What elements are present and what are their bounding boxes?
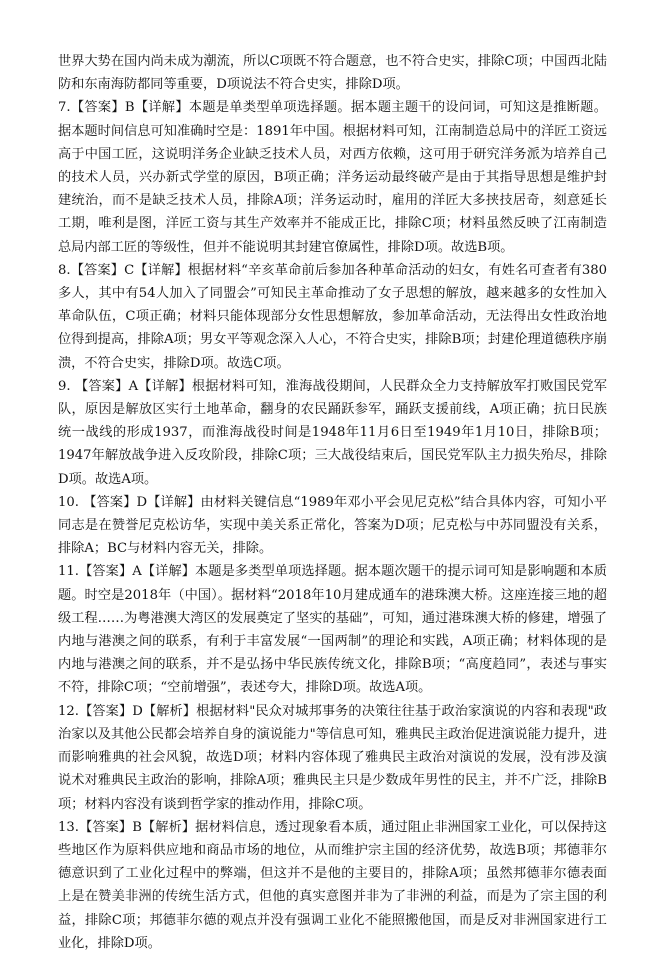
paragraph-text: 12.【答案】D【解析】根据材料"民众对城邦事务的决策往往基于政治家演说的内容和表现"政治家以及其他公民都会培养自身的演说能力"等信息可知，雅典民主政治促进演说能力提升，进而影响雅典的社会风貌，故选D项；材料内容体现了雅典民主政治对演说的发展，没有涉及演说术对雅典民主政治的影响，排除A项；雅典民主只是少数成年男性的民主，并不广泛，排除B项；材料内容没有谈到哲学家的推动作用，排除C项。	[58, 703, 607, 812]
paragraph-text: 13.【答案】B【解析】据材料信息，透过现象看本质，通过阻止非洲国家工业化，可以保持这些地区作为原料供应地和商品市场的地位，从而维护宗主国的经济优势，故选B项；邦德菲尔德意识到了工业化过程中的弊端，但这并不是他的主要目的，排除A项；虽然邦德菲尔德表面上是在赞美非洲的传统生活方式，但他的真实意图并非为了非洲的利益，而是为了宗主国的利益，排除C项；邦德菲尔德的观点并没有强调工业化不能照搬他国，而是反对非洲国家进行工业化，排除D项。	[58, 819, 607, 951]
paragraph-answer-13	[58, 816, 607, 955]
paragraph-text: 世界大势在国内尚未成为潮流，所以C项既不符合题意，也不符合史实，排除C项；中国西北陆防和东南海防都同等重要，D项说法不符合史实，排除D项。	[58, 54, 607, 93]
paragraph-answer-11	[58, 560, 607, 699]
paragraph-text: 10. 【答案】D【详解】由材料关键信息“1989年邓小平会见尼克松”结合具体内容，可知小平同志是在赞誉尼克松访华，实现中美关系正常化，答案为D项；尼克松与中苏同盟没有关系，排除A；BC与材料内容无关，排除。	[58, 494, 607, 557]
paragraph-answer-9	[58, 375, 607, 491]
paragraph-answer-8	[58, 259, 607, 375]
paragraph-text: 7.【答案】B【详解】本题是单类型单项选择题。据本题主题干的设问词，可知这是推断题。据本题时间信息可知准确时空是：1891年中国。根据材料可知，江南制造总局中的洋匠工资远高于中国工匠，这说明洋务企业缺乏技术人员，对西方依赖，这可用于研究洋务派为培养自己的技术人员，兴办新式学堂的原因，B项正确；洋务运动最终破产是由于其指导思想是维护封建统治，而不是缺乏技术人员，排除A项；洋务运动时，雇用的洋匠大多挟技居奇，刻意延长工期，唯利是图，洋匠工资与其生产效率并不能成正比，排除C项；材料虽然反映了江南制造总局内部工匠的等级性，但并不能说明其封建官僚属性，排除D项。故选B项。	[58, 100, 607, 255]
paragraph-text: 11.【答案】A【详解】本题是多类型单项选择题。据本题次题干的提示词可知是影响题和本质题。时空是2018年（中国）。据材料“2018年10月建成通车的港珠澳大桥。这座连接三地的超级工程……为粤港澳大湾区的发展奠定了坚实的基础”，可知，通过港珠澳大桥的修建，增强了内地与港澳之间的联系，有利于丰富发展“一国两制”的理论和实践，A项正确；材料体现的是内地与港澳之间的联系，并不是弘扬中华民族传统文化，排除B项；“高度趋同”，表述与事实不符，排除C项；“空前增强”，表述夸大，排除D项。故选A项。	[58, 564, 607, 696]
paragraph-answer-6-continuation	[58, 50, 607, 96]
paragraph-text: 8.【答案】C【详解】根据材料“辛亥革命前后参加各种革命活动的妇女，有姓名可查者有380多人，其中有54人加入了同盟会”可知民主革命推动了女子思想的解放，越来越多的女性加入革命队伍，C项正确；材料只能体现部分女性思想解放，参加革命活动，无法得出女性政治地位得到提高，排除A项；男女平等观念深入人心，不符合史实，排除B项；封建伦理道德秩序崩溃，不符合史实，排除D项。故选C项。	[58, 262, 607, 371]
paragraph-text: 9. 【答案】A【详解】根据材料可知，淮海战役期间，人民群众全力支持解放军打败国民党军队，原因是解放区实行土地革命，翻身的农民踊跃参军，踊跃支援前线，A项正确；抗日民族统一战线的形成1937，而淮海战役时间是1948年11月6日至1949年1月10日，排除B项；1947年解放战争进入反攻阶段，排除C项；三大战役结束后，国民党军队主力损失殆尽，排除D项。故选A项。	[58, 378, 607, 487]
paragraph-answer-10	[58, 491, 607, 561]
paragraph-answer-12	[58, 700, 607, 816]
paragraph-answer-7	[58, 96, 607, 258]
